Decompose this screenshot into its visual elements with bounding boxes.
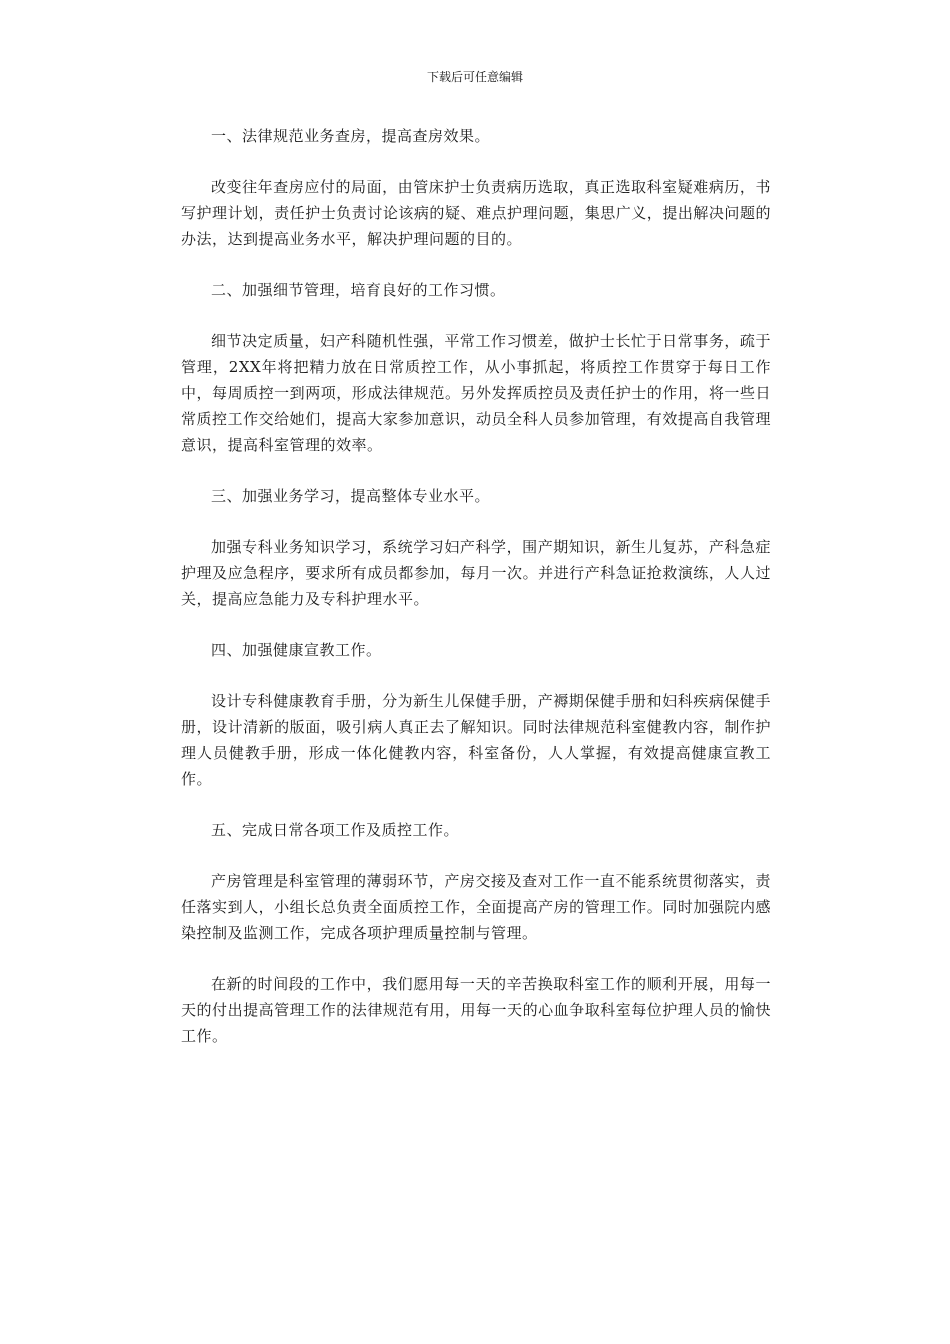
section-paragraph-5: 产房管理是科室管理的薄弱环节，产房交接及查对工作一直不能系统贯彻落实，责任落实到人，小组长总负责全面质控工作，全面提高产房的管理工作。同时加强院内感染控制及监测工作，完成各项护理质量控制与管理。 <box>181 872 771 942</box>
page-header: 下载后可任意编辑 <box>426 70 523 84</box>
closing-paragraph: 在新的时间段的工作中，我们愿用每一天的辛苦换取科室工作的顺利开展，用每一天的付出提高管理工作的法律规范有用，用每一天的心血争取科室每位护理人员的愉快工作。 <box>181 975 771 1045</box>
section-heading-4: 四、加强健康宣教工作。 <box>211 641 382 659</box>
section-paragraph-3: 加强专科业务知识学习，系统学习妇产科学，围产期知识，新生儿复苏，产科急症护理及应急程序，要求所有成员都参加，每月一次。并进行产科急证抢救演练，人人过关，提高应急能力及专科护理水平。 <box>181 538 771 608</box>
section-paragraph-4: 设计专科健康教育手册，分为新生儿保健手册，产褥期保健手册和妇科疾病保健手册，设计清新的版面，吸引病人真正去了解知识。同时法律规范科室健教内容，制作护理人员健教手册，形成一体化健教内容，科室备份，人人掌握，有效提高健康宣教工作。 <box>181 692 771 788</box>
section-heading-2: 二、加强细节管理，培育良好的工作习惯。 <box>211 281 506 299</box>
section-heading-3: 三、加强业务学习，提高整体专业水平。 <box>211 487 491 505</box>
section-paragraph-1: 改变往年查房应付的局面，由管床护士负责病历选取，真正选取科室疑难病历，书写护理计划，责任护士负责讨论该病的疑、难点护理问题，集思广义，提出解决问题的办法，达到提高业务水平，解决护理问题的目的。 <box>181 178 771 248</box>
document-body <box>181 123 771 1074</box>
section-heading-5: 五、完成日常各项工作及质控工作。 <box>211 821 460 839</box>
section-paragraph-2: 细节决定质量，妇产科随机性强，平常工作习惯差，做护士长忙于日常事务，疏于管理，2XX年将把精力放在日常质控工作，从小事抓起，将质控工作贯穿于每日工作中，每周质控一到两项，形成法律规范。另外发挥质控员及责任护士的作用，将一些日常质控工作交给她们，提高大家参加意识，动员全科人员参加管理，有效提高自我管理意识，提高科室管理的效率。 <box>181 332 771 454</box>
section-heading-1: 一、法律规范业务查房，提高查房效果。 <box>211 127 491 145</box>
